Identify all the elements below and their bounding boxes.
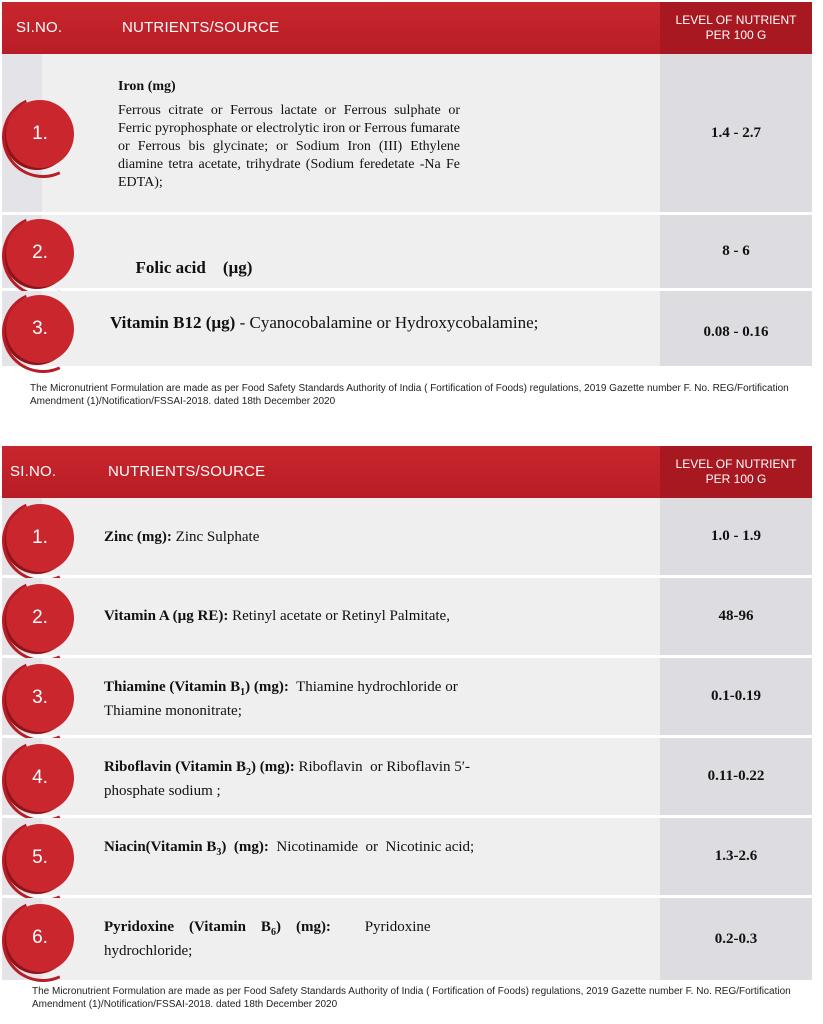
nutrient-cell bbox=[104, 838, 496, 862]
nutrient-level: 48-96 bbox=[660, 578, 812, 655]
nutrient-source: - Cyanocobalamine or Hydroxycobalamine; bbox=[235, 313, 539, 332]
nutrient-cell bbox=[104, 528, 512, 547]
table-row bbox=[2, 578, 812, 658]
row-number-badge: 6. bbox=[6, 904, 74, 972]
nutrient-table-1 bbox=[2, 2, 812, 369]
header-level-line2: PER 100 G bbox=[705, 28, 767, 42]
nutrient-source: Thiamine hydrochloride or Thiamine mononitrate; bbox=[104, 679, 462, 719]
row-number-badge: 5. bbox=[6, 824, 74, 892]
header-sl-no: SI.NO. bbox=[16, 19, 63, 36]
nutrient-cell bbox=[104, 607, 512, 626]
row-number-badge: 2. bbox=[6, 219, 74, 287]
nutrient-cell bbox=[104, 918, 496, 961]
nutrient-level: 8 - 6 bbox=[660, 215, 812, 288]
header-nutrients-source: NUTRIENTS/SOURCE bbox=[122, 19, 280, 36]
nutrient-source: Riboflavin or Riboflavin 5′-phosphate sodium ; bbox=[104, 759, 471, 799]
nutrient-title: Vitamin A (µg RE): bbox=[104, 608, 229, 624]
row-number-badge: 1. bbox=[6, 504, 74, 572]
nutrient-cell bbox=[104, 758, 496, 801]
header-level bbox=[660, 446, 812, 498]
header-sl-no: SI.NO. bbox=[10, 463, 57, 480]
header-level-line1: LEVEL OF NUTRIENT bbox=[675, 457, 797, 471]
nutrient-title: Riboflavin (Vitamin $B_2$) (mg): bbox=[104, 759, 295, 778]
table-row bbox=[2, 498, 812, 578]
nutrient-source: Ferrous citrate or Ferrous lactate or Ferrous sulphate or Ferric pyrophosphate or electrolytic iron or Ferrous fumarate or Ferrous bis glycinate; or Sodium Iron (III) Ethylene diamine tetra acetate, trihydrate (Sodium feredetate -Na Fe EDTA); bbox=[118, 103, 460, 190]
header-level-line1: LEVEL OF NUTRIENT bbox=[675, 13, 797, 27]
nutrient-title: Iron (mg) bbox=[118, 79, 176, 94]
nutrient-cell bbox=[104, 678, 496, 721]
nutrient-level: 1.4 - 2.7 bbox=[660, 54, 812, 212]
table-row bbox=[2, 291, 812, 369]
nutrient-level: 0.11-0.22 bbox=[660, 738, 812, 815]
table-row bbox=[2, 658, 812, 738]
nutrient-level: 0.08 - 0.16 bbox=[660, 291, 812, 366]
row-number-badge: 1. bbox=[6, 100, 74, 168]
nutrient-title: Thiamine (Vitamin $B_1$) (mg): bbox=[104, 679, 289, 698]
nutrient-title: Zinc (mg): bbox=[104, 529, 172, 545]
nutrient-title: Folic acid (µg) bbox=[135, 258, 253, 277]
table-row bbox=[2, 54, 812, 215]
nutrient-source: Zinc Sulphate bbox=[171, 529, 260, 545]
nutrient-cell bbox=[118, 78, 460, 192]
header-nutrients-source: NUTRIENTS/SOURCE bbox=[108, 463, 266, 480]
table-row bbox=[2, 898, 812, 980]
table-row bbox=[2, 738, 812, 818]
row-number-badge: 2. bbox=[6, 584, 74, 652]
nutrient-level: 0.2-0.3 bbox=[660, 898, 812, 980]
nutrient-level: 0.1-0.19 bbox=[660, 658, 812, 735]
row-number-badge: 4. bbox=[6, 744, 74, 812]
nutrient-level: 1.0 - 1.9 bbox=[660, 498, 812, 575]
nutrient-source: Pyridoxine hydrochloride; bbox=[104, 919, 435, 959]
header-level-line2: PER 100 G bbox=[705, 472, 767, 486]
nutrient-cell bbox=[110, 313, 632, 332]
table-header bbox=[2, 2, 812, 54]
nutrient-table-2 bbox=[2, 446, 812, 980]
header-level bbox=[660, 2, 812, 54]
table-header bbox=[2, 446, 812, 498]
nutrient-title: Pyridoxine (Vitamin $B_6$) (mg): bbox=[104, 919, 331, 938]
nutrient-cell bbox=[110, 239, 512, 296]
nutrient-title: Vitamin B12 (µg) bbox=[110, 313, 236, 332]
nutrient-title: Niacin(Vitamin $B_3$) (mg): bbox=[104, 839, 269, 858]
nutrient-source: Nicotinamide or Nicotinic acid; bbox=[268, 839, 475, 855]
table-row bbox=[2, 818, 812, 898]
row-number-badge: 3. bbox=[6, 295, 74, 363]
nutrient-level: 1.3-2.6 bbox=[660, 818, 812, 895]
table-row bbox=[2, 215, 812, 291]
row-number-badge: 3. bbox=[6, 664, 74, 732]
regulation-note: The Micronutrient Formulation are made as per Food Safety Standards Authority of India ( Fortification of Foods) regulations, 2019 Gazette number F. No. REG/Fortification Amendment (1)/Notification/FSSAI-2018. dated 18th December 2020 bbox=[32, 986, 791, 1010]
nutrient-source: Retinyl acetate or Retinyl Palmitate, bbox=[228, 608, 450, 624]
regulation-note: The Micronutrient Formulation are made as per Food Safety Standards Authority of India ( Fortification of Foods) regulations, 2019 Gazette number F. No. REG/Fortification Amendment (1)/Notification/FSSAI-2018. dated 18th December 2020 bbox=[30, 383, 789, 407]
